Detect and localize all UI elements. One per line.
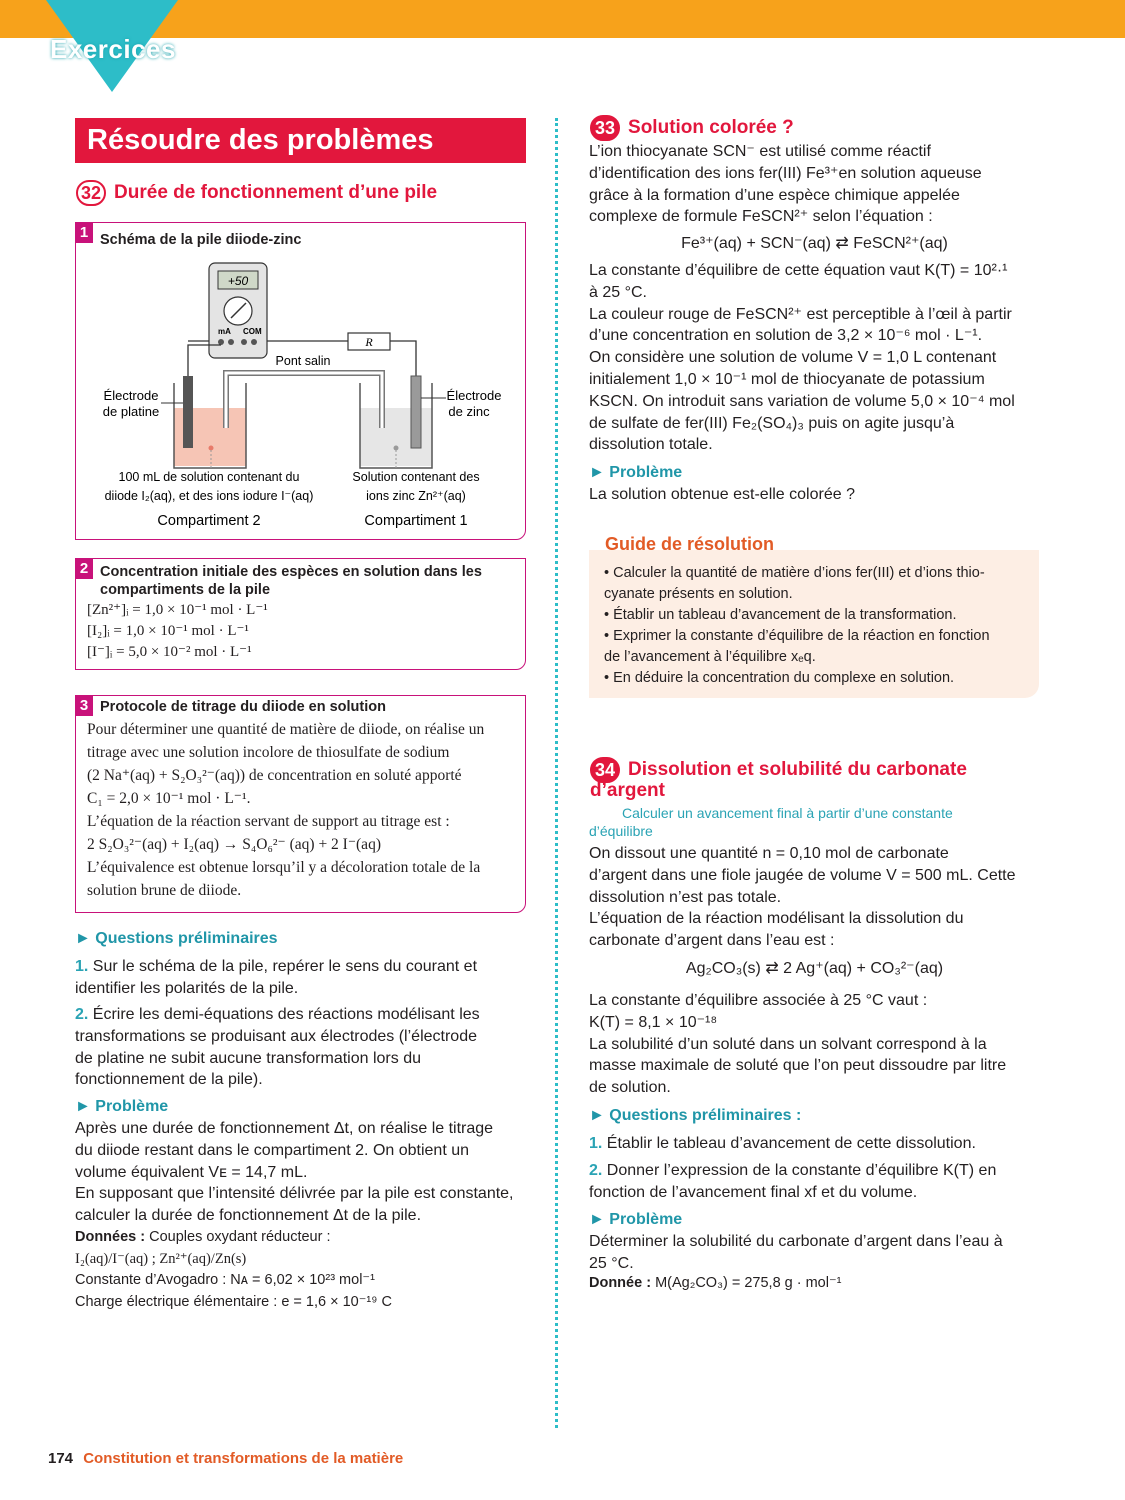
problem-line-3: volume équivalent Vᴇ = 14,7 mL.: [75, 1163, 308, 1181]
doc-title-line-2: compartiments de la pile: [100, 582, 271, 598]
ex34-p1-line-5: carbonate d’argent dans l’eau est :: [589, 932, 835, 950]
ma-label: mA: [218, 327, 231, 336]
q2-line-4: fonctionnement de la pile).: [75, 1071, 263, 1089]
guide-line-1: • Calculer la quantité de matière d’ions fer(III) et d’ions thio-: [604, 565, 985, 581]
doc-number: 3: [75, 695, 93, 716]
data-label: Données :: [75, 1229, 146, 1245]
ex33-p1-line-2: d’identification des ions fer(III) Fe³⁺en solution aqueuse: [589, 164, 982, 182]
ex34-p2-line-2: K(T) = 8,1 × 10⁻¹⁸: [589, 1013, 718, 1031]
bridge-label: Pont salin: [275, 354, 331, 368]
q1-line-1: Sur le schéma de la pile, repérer le sens du courant et: [92, 958, 478, 975]
data-line-1: I₂(aq)/I⁻(aq) ; Zn²⁺(aq)/Zn(s): [75, 1250, 247, 1267]
left-solution-label-1: 100 mL de solution contenant du: [118, 470, 300, 484]
ex33-problem: La solution obtenue est-elle colorée ?: [589, 486, 855, 503]
exercise-33-heading: [590, 115, 794, 141]
exercise-title: Durée de fonctionnement d’une pile: [114, 182, 438, 203]
ex33-p2-line-9: dissolution totale.: [589, 436, 713, 454]
q2-line-1: Écrire les demi-équations des réactions modélisant les: [92, 1006, 480, 1023]
ex34-p1-line-1: On dissout une quantité n = 0,10 mol de carbonate: [589, 845, 949, 862]
ex34-data-label: Donnée :: [589, 1275, 652, 1291]
compartment-1-label: Compartiment 1: [364, 513, 468, 529]
right-electrode-label-2: de zinc: [448, 404, 490, 419]
titration-equation: 2 S₂O₃²⁻(aq) + I₂(aq) → S₄O₆²⁻ (aq) + 2 I⁻(aq): [87, 836, 381, 853]
protocol-line-7: L’équivalence est obtenue lorsqu’il y a décoloration totale de la: [87, 859, 481, 876]
q1-number: 1.: [75, 958, 89, 975]
guide-line-6: • En déduire la concentration du complexe en solution.: [604, 670, 955, 686]
doc-title-line-1: Concentration initiale des espèces en solution dans les: [100, 564, 482, 580]
ex34-q2-line-2: fonction de l’avancement final xf et du volume.: [589, 1183, 918, 1201]
ex33-equation: Fe³⁺(aq) + SCN⁻(aq) ⇄ FeSCN²⁺(aq): [681, 235, 948, 252]
ex34-p2-line-4: masse maximale de soluté que l’on peut dissoudre par litre: [589, 1057, 1007, 1075]
guide-title: Guide de résolution: [605, 534, 775, 554]
right-solution-label-2: ions zinc Zn²⁺(aq): [366, 489, 466, 503]
problem-line-4: En supposant que l’intensité délivrée par la pile est constante,: [75, 1185, 514, 1203]
protocol-line-8: solution brune de diiode.: [87, 882, 242, 899]
resistor-label: R: [365, 335, 373, 349]
protocol-line-1: Pour déterminer une quantité de matière de diiode, on réalise un: [87, 721, 485, 738]
ex34-problem-line-2: 25 °C.: [589, 1254, 634, 1272]
ex33-p2-line-2: à 25 °C.: [589, 283, 647, 301]
guide-line-2: cyanate présents en solution.: [604, 586, 793, 602]
ex33-p1-line-3: grâce à la formation d’une espèce chimique appelée: [589, 186, 960, 204]
ex34-p2-line-5: de solution.: [589, 1079, 671, 1097]
platinum-electrode: [183, 376, 193, 448]
exercise-32-heading: [76, 180, 437, 206]
data-line-2: Constante d’Avogadro : Nᴀ = 6,02 × 10²³ mol⁻¹: [75, 1272, 375, 1288]
ex34-p2-line-1: La constante d’équilibre associée à 25 °C vaut :: [589, 992, 928, 1009]
ex33-p1-line-1: L’ion thiocyanate SCN⁻ est utilisé comme réactif: [589, 143, 931, 160]
ex34-p1-line-3: dissolution n’est pas totale.: [589, 888, 782, 906]
problem-line-5: calculer la durée de fonctionnement Δt de la pile.: [75, 1207, 422, 1225]
ex33-p2-line-5: On considère une solution de volume V = 1,0 L contenant: [589, 349, 997, 367]
ex34-data: M(Ag₂CO₃) = 275,8 g · mol⁻¹: [655, 1275, 842, 1291]
ex33-p2-line-1: La constante d’équilibre de cette équation vaut K(T) = 10²·¹: [589, 262, 1008, 279]
q2-line-3: de platine ne subit aucune transformation lors du: [75, 1049, 421, 1067]
protocol-line-5: L’équation de la réaction servant de support au titrage est :: [87, 813, 450, 830]
ex33-p2-line-6: initialement 1,0 × 10⁻¹ mol de thiocyanate de potassium: [589, 370, 985, 388]
compartment-2-label: Compartiment 2: [157, 513, 261, 529]
data-couples: Couples oxydant réducteur :: [149, 1229, 331, 1245]
ex34-p2-line-3: La solubilité d’un soluté dans un solvant correspond à la: [589, 1035, 987, 1053]
q1-line-2: identifier les polarités de la pile.: [75, 979, 299, 997]
problem-heading: ► Problème: [75, 1098, 169, 1115]
doc-1-box: [75, 222, 526, 540]
page-footer: [48, 1450, 403, 1467]
protocol-line-2: titrage avec une solution incolore de thiosulfate de sodium: [87, 744, 450, 761]
q2-number: 2.: [75, 1006, 89, 1023]
column-separator: [555, 118, 558, 1428]
protocol-line-3: (2 Na⁺(aq) + S₂O₃²⁻(aq)) de concentration en soluté apporté: [87, 767, 462, 784]
guide-line-4: • Exprimer la constante d’équilibre de la réaction en fonction: [604, 628, 990, 644]
ex33-p2-line-4: d’une concentration en solution de 3,2 × 10⁻⁶ mol · L⁻¹.: [589, 327, 983, 345]
ex34-p1-line-2: d’argent dans une fiole jaugée de volume V = 500 mL. Cette: [589, 866, 1016, 884]
ex34-q1: Établir le tableau d’avancement de cette dissolution.: [606, 1135, 976, 1152]
ex34-q1-number: 1.: [589, 1135, 603, 1152]
ex33-p2-line-7: KSCN. On introduit sans variation de volume 5,0 × 10⁻⁴ mol: [589, 392, 1015, 410]
ex33-p2-line-8: de sulfate de fer(III) Fe₂(SO₄)₃ puis on agite jusqu’à: [589, 414, 955, 432]
left-electrode-label-2: de platine: [102, 404, 160, 419]
problem-line-2: du diiode restant dans le compartiment 2. On obtient un: [75, 1141, 470, 1159]
exercise-34-heading-line-2: d’argent: [590, 780, 665, 801]
exercise-number: 34: [590, 757, 620, 783]
com-label: COM: [243, 327, 262, 336]
page-number: 174: [48, 1450, 74, 1467]
protocol-line-4: C₁ = 2,0 × 10⁻¹ mol · L⁻¹.: [87, 790, 251, 807]
guide-line-3: • Établir un tableau d’avancement de la transformation.: [604, 607, 957, 623]
right-solution-label-1: Solution contenant des: [352, 470, 480, 484]
doc-title: Schéma de la pile diiode-zinc: [100, 232, 302, 248]
ex34-q2-line-1: Donner l’expression de la constante d’équilibre K(T) en: [606, 1162, 997, 1179]
exercise-number: 33: [590, 115, 620, 141]
data-line-3: Charge électrique élémentaire : e = 1,6 × 10⁻¹⁹ C: [75, 1293, 392, 1310]
ex33-problem-heading: ► Problème: [589, 464, 683, 481]
left-electrode-label-1: Électrode: [103, 388, 159, 403]
pile-diagram: [76, 223, 524, 538]
ex34-subtitle-line-1: Calculer un avancement final à partir d’une constante: [622, 805, 953, 821]
ex34-problem-line-1: Déterminer la solubilité du carbonate d’argent dans l’eau à: [589, 1233, 1003, 1250]
ex34-p1-line-4: L’équation de la réaction modélisant la dissolution du: [589, 910, 964, 928]
doc-3-box: [75, 695, 526, 913]
chapter-title: Constitution et transformations de la matière: [83, 1450, 404, 1467]
ex34-prelim-heading: ► Questions préliminaires :: [589, 1107, 802, 1124]
display-value: +50: [227, 274, 249, 288]
exercise-number: 32: [76, 180, 106, 206]
ex34-q2-number: 2.: [589, 1162, 603, 1179]
ex34-problem-heading: ► Problème: [589, 1211, 683, 1228]
concentration-i: [I⁻]ᵢ = 5,0 × 10⁻² mol · L⁻¹: [87, 644, 252, 660]
q2-line-2: transformations se produisant aux électrodes (l’électrode: [75, 1027, 477, 1045]
concentration-zn: [Zn²⁺]ᵢ = 1,0 × 10⁻¹ mol · L⁻¹: [87, 602, 268, 618]
ex34-subtitle-line-2: d’équilibre: [589, 823, 653, 839]
doc-number: 1: [75, 222, 93, 243]
zinc-electrode: [411, 376, 421, 448]
ex34-equation: Ag₂CO₃(s) ⇄ 2 Ag⁺(aq) + CO₃²⁻(aq): [685, 960, 944, 977]
exercise-title-line-1: Dissolution et solubilité du carbonate: [628, 759, 967, 780]
doc-number: 2: [75, 558, 93, 579]
section-banner: Résoudre des problèmes: [75, 118, 526, 163]
exercise-title: Solution colorée ?: [628, 117, 794, 138]
guide-line-5: de l’avancement à l’équilibre xₑq.: [604, 649, 816, 665]
doc-2-box: [75, 558, 526, 670]
salt-bridge: [226, 373, 382, 428]
doc-title: Protocole de titrage du diiode en solution: [100, 699, 386, 715]
problem-line-1: Après une durée de fonctionnement Δt, on réalise le titrage: [75, 1120, 494, 1137]
left-solution-label-2: diiode I₂(aq), et des ions iodure I⁻(aq): [104, 489, 314, 503]
section-label: Exercices: [50, 34, 176, 64]
ex33-p1-line-4: complexe de formule FeSCN²⁺ selon l’équation :: [589, 208, 933, 226]
prelim-heading: ► Questions préliminaires: [75, 930, 278, 947]
ex33-p2-line-3: La couleur rouge de FeSCN²⁺ est perceptible à l’œil à partir: [589, 305, 1012, 323]
right-electrode-label-1: Électrode: [446, 388, 502, 403]
concentration-i2: [I₂]ᵢ = 1,0 × 10⁻¹ mol · L⁻¹: [87, 623, 249, 639]
